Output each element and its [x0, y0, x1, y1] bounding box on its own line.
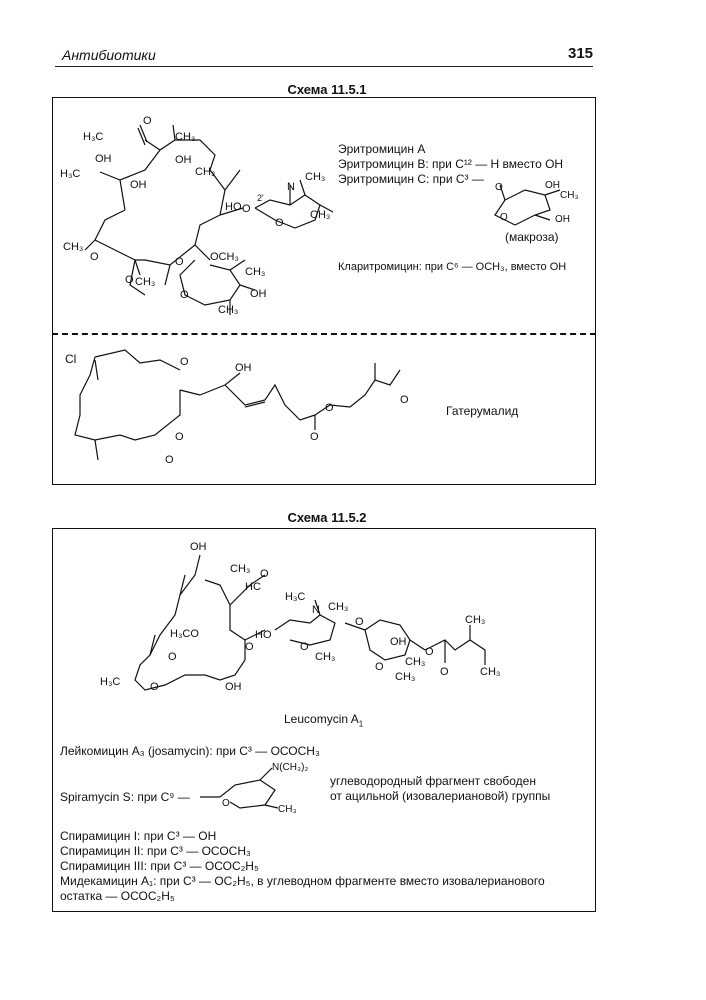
erythromycin-structure [55, 100, 335, 330]
atom-label: O [165, 454, 174, 466]
atom-label: O [168, 651, 177, 663]
atom-label: HC [245, 581, 261, 593]
header-rule [55, 66, 593, 67]
atom-label: O [500, 212, 508, 223]
atom-label: O [375, 661, 384, 673]
atom-label: O [325, 402, 334, 414]
atom-label: N(CH₃)₂ [272, 762, 309, 773]
atom-label: CH₃ [245, 266, 266, 278]
atom-label: CH₃ [480, 666, 501, 678]
atom-label: O [180, 289, 189, 301]
atom-label: O [310, 431, 319, 443]
atom-label: OH [225, 681, 242, 693]
leucomycin-structure [90, 535, 550, 715]
atom-label: O [355, 616, 364, 628]
atom-label: CH₃ [63, 241, 84, 253]
spiramycin-2-label: Спирамицин II: при С³ — ОСОСН₃ [60, 844, 251, 858]
macrose-label: (макроза) [505, 230, 559, 244]
atom-label: CH₃ [135, 276, 156, 288]
gaterumalide-label: Гатерумалид [446, 404, 519, 418]
atom-label: CH₃ [560, 190, 579, 201]
atom-label: O [175, 431, 184, 443]
erythromycin-c-label: Эритромицин С: при С³ — [338, 172, 484, 186]
atom-label: CH₃ [405, 656, 426, 668]
gaterumalide-structure [60, 345, 440, 475]
atom-label: O [150, 681, 159, 693]
note-line-1: углеводородный фрагмент свободен [330, 774, 536, 788]
atom-label: OH [130, 179, 147, 191]
atom-label: OH [175, 154, 192, 166]
atom-label: OH [235, 362, 252, 374]
atom-label: OCH₃ [210, 251, 239, 263]
atom-label: OH [545, 180, 560, 191]
spiramycin-s-label: Spiramycin S: при С⁹ — [60, 790, 190, 804]
atom-label: CH₃ [230, 563, 251, 575]
atom-label: HO [225, 201, 242, 213]
atom-label: OH [190, 541, 207, 553]
atom-label: OH [95, 153, 112, 165]
forosamine-structure [200, 760, 310, 820]
atom-label: O [143, 115, 152, 127]
leucomycin-name: Leucomycin A [284, 712, 359, 726]
atom-label: CH₃ [315, 651, 336, 663]
atom-label: O [222, 798, 230, 809]
page-number: 315 [568, 45, 594, 62]
josamycin-label: Лейкомицин А₃ (josamycin): при С³ — ОСОСН₃ [60, 744, 320, 758]
atom-label: CH₃ [395, 671, 416, 683]
atom-label: O [245, 641, 254, 653]
atom-label: 2' [257, 193, 264, 203]
atom-label: CH₃ [310, 209, 331, 221]
spiramycin-1-label: Спирамицин I: при С³ — ОН [60, 829, 217, 843]
midecamycin-line-2: остатка — ОСОС₂Н₅ [60, 889, 175, 903]
atom-label: O [260, 568, 269, 580]
atom-label: H₃C [60, 168, 81, 180]
atom-label: O [242, 203, 251, 215]
clarithromycin-label: Кларитромицин: при С⁶ — ОСН₃, вместо ОН [338, 261, 567, 273]
atom-label: CH₃ [305, 171, 326, 183]
atom-label: HO [255, 629, 272, 641]
atom-label: H₃C [100, 676, 121, 688]
atom-label: CH₃ [465, 614, 486, 626]
atom-label: O [275, 217, 284, 229]
atom-label: O [90, 251, 99, 263]
atom-label: OH [555, 214, 570, 225]
atom-label: H₃C [285, 591, 306, 603]
spiramycin-3-label: Спирамицин III: при С³ — ОСОС₂Н₅ [60, 859, 259, 873]
atom-label: O [425, 646, 434, 658]
atom-label: OH [390, 636, 407, 648]
atom-label: O [125, 274, 134, 286]
atom-label: OH [250, 288, 267, 300]
atom-label: O [400, 394, 409, 406]
scheme-1-divider [52, 333, 596, 335]
atom-label: CH₃ [218, 304, 239, 316]
atom-label: CH₃ [175, 131, 196, 143]
atom-label: H₃CO [170, 628, 199, 640]
leucomycin-label [284, 712, 363, 731]
atom-label: O [300, 641, 309, 653]
atom-label: O [175, 256, 184, 268]
atom-label: N [312, 604, 320, 616]
scheme-1-title: Схема 11.5.1 [287, 82, 367, 97]
atom-label: N [287, 181, 295, 193]
scheme-2-title: Схема 11.5.2 [287, 510, 367, 525]
running-title: Антибиотики [62, 47, 156, 63]
atom-label: Cl [65, 352, 77, 366]
atom-label: H₃C [83, 131, 104, 143]
atom-label: CH₃ [278, 804, 297, 815]
atom-label: O [180, 356, 189, 368]
atom-label: O [495, 182, 503, 193]
leucomycin-subscript: 1 [358, 719, 364, 729]
erythromycin-b-label: Эритромицин В: при С¹² — Н вместо ОН [338, 157, 564, 171]
midecamycin-line-1: Мидекамицин А₁: при С³ — ОС₂Н₅, в углеводном фрагменте вместо изовалерианового [60, 874, 545, 888]
atom-label: CH₃ [195, 166, 216, 178]
note-line-2: от ацильной (изовалериановой) группы [330, 789, 551, 803]
atom-label: CH₃ [328, 601, 349, 613]
erythromycin-a-label: Эритромицин А [338, 142, 426, 156]
atom-label: O [440, 666, 449, 678]
